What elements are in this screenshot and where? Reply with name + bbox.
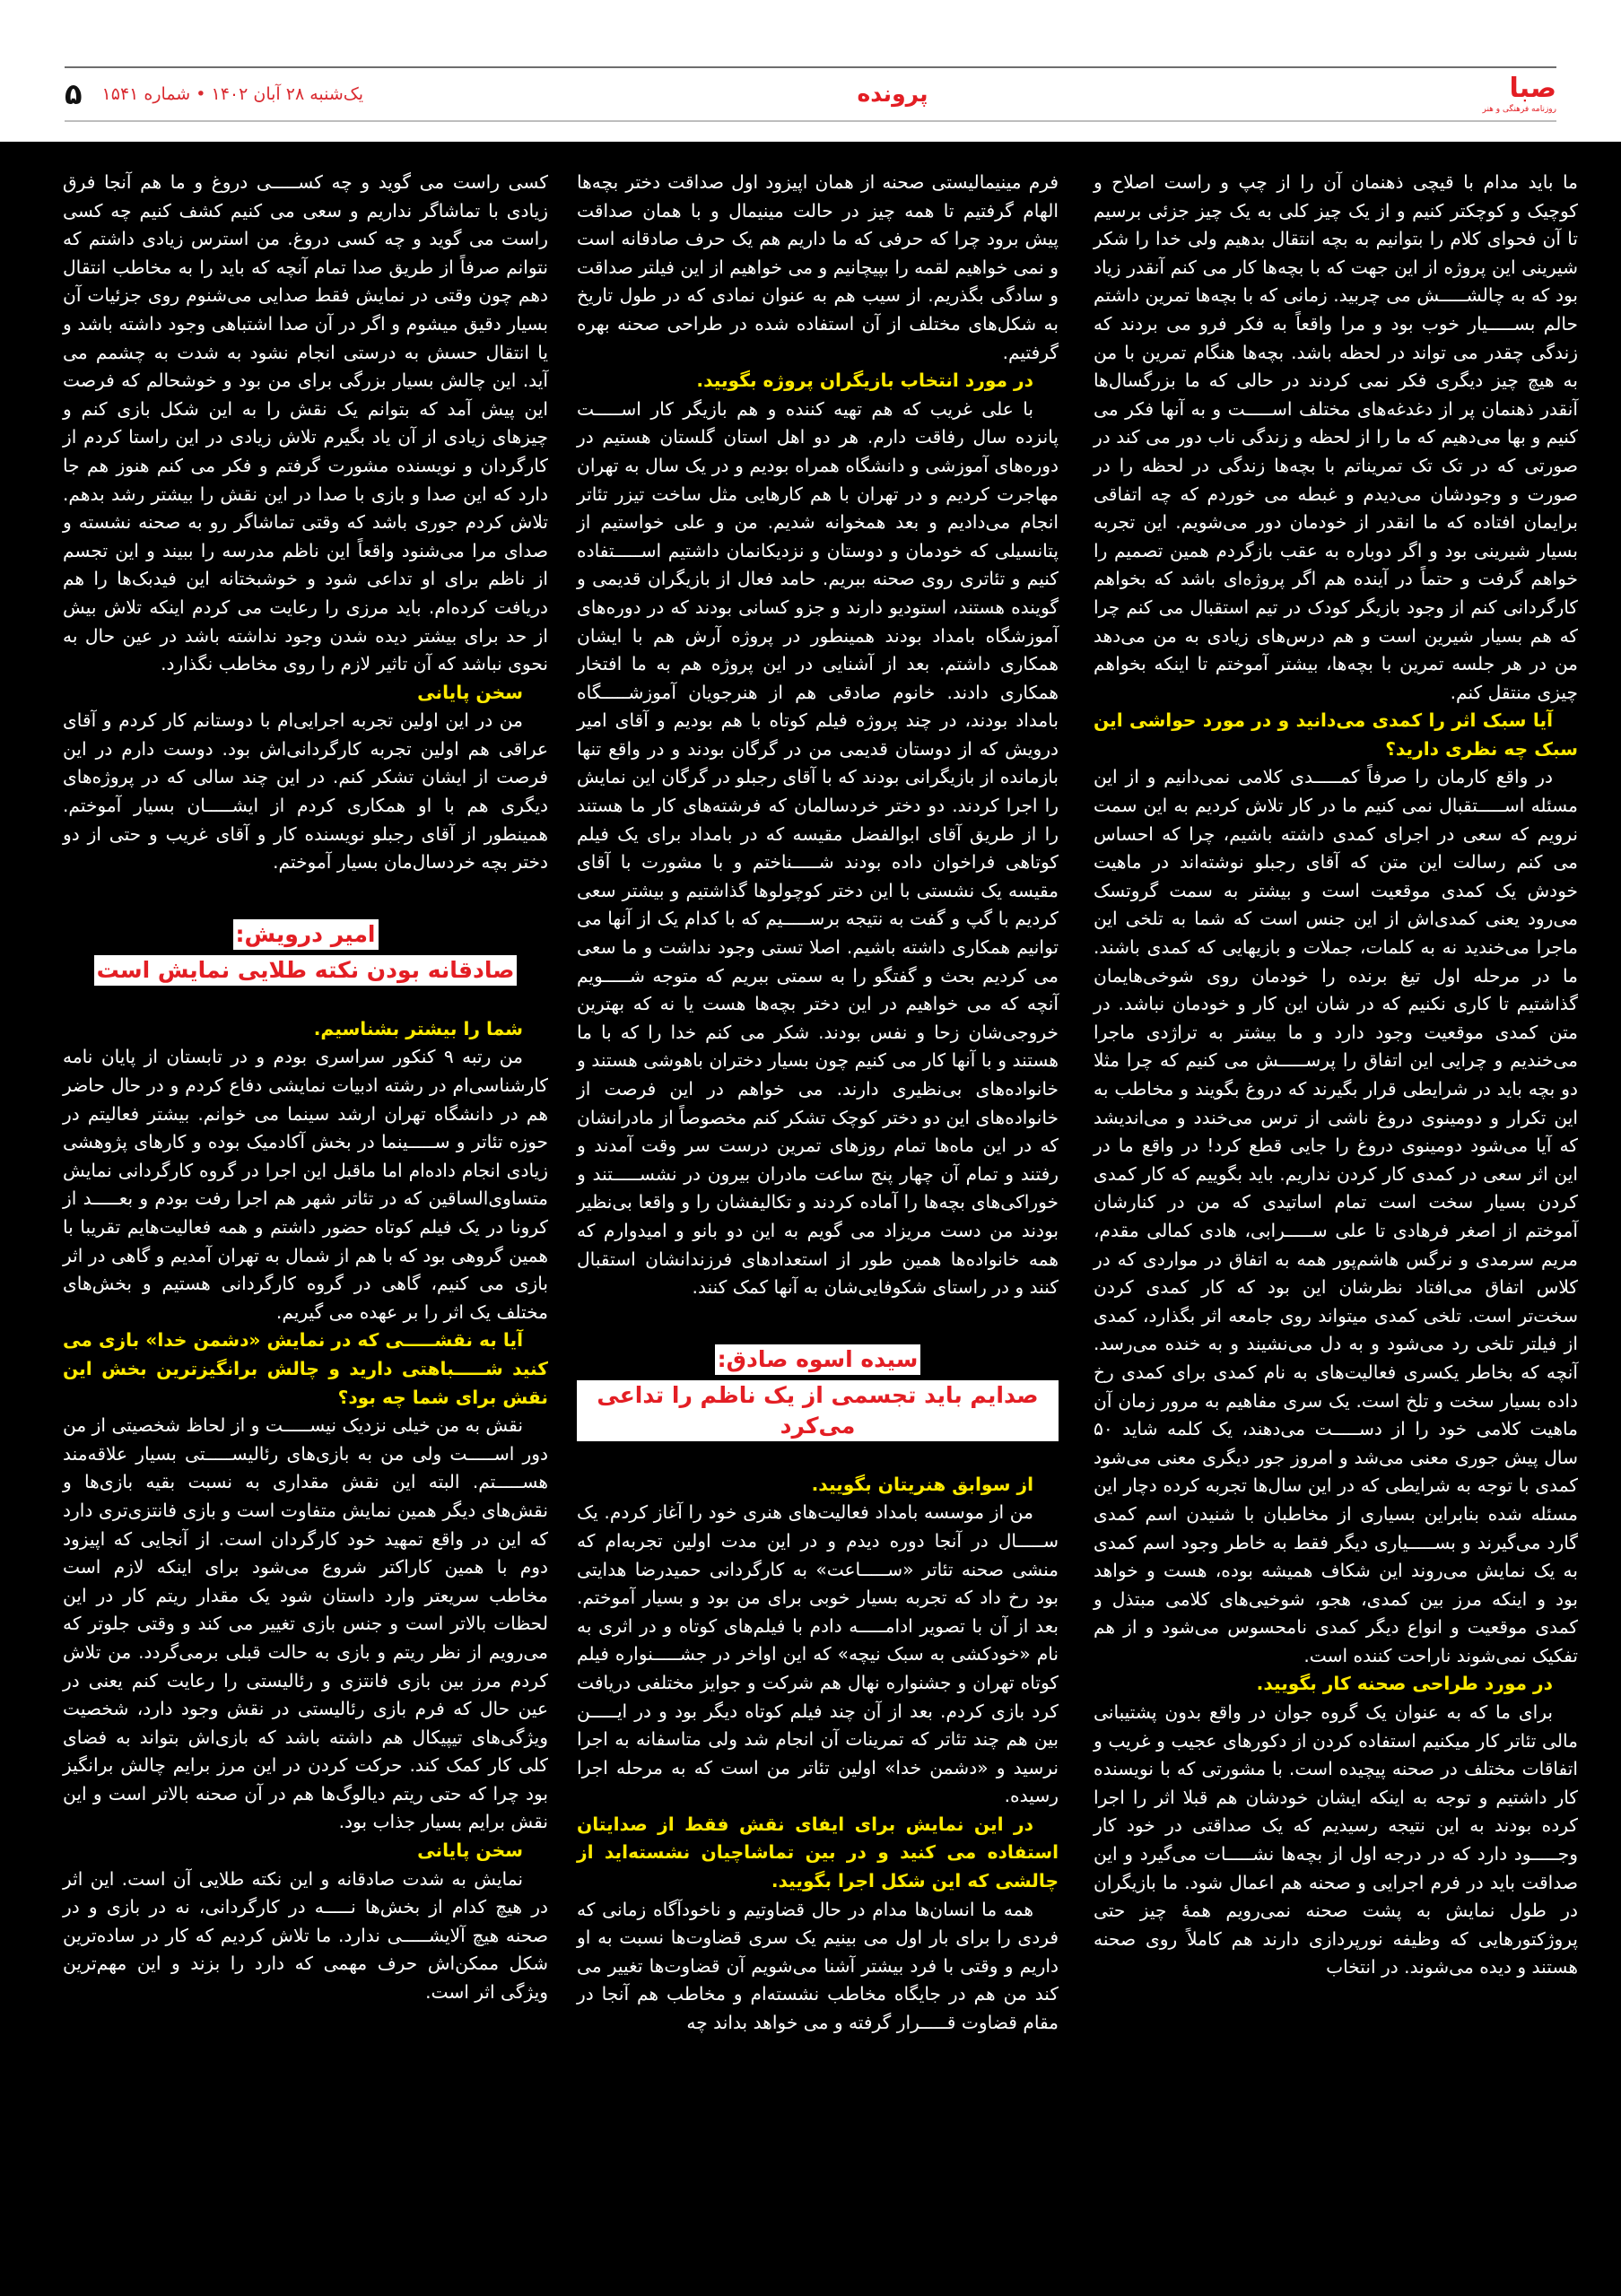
newspaper-logo xyxy=(1422,69,1556,119)
paragraph: من از موسسه بامداد فعالیت‌های هنری خود را آغاز کردم. یک ســـــال در آنجا دوره دیدم و در این مدت اولین تجربه‌ام که منشی صحنه تئاتر «ســـــاعت» به کارگردانی حمیدرضا هدایتی بود رخ داد که تجربه بسیار خوبی برای من بود و بسیار آموختم. بعد از آن با تصویر ادامـــــه دادم با فیلم‌های کوتاه و در اثری به نام «خودکشی به سبک نیچه» که این اواخر در جشـــــنواره فیلم کوتاه تهران و جشنواره نهال هم شرکت و جوایز مختلفی دریافت کرد بازی کردم. بعد از آن چند فیلم کوتاه دیگر بود و در ایـــــن بین هم چند تئاتر که تمرینات آن انجام شد ولی متاسفانه به اجرا نرسید و «دشمن خدا» اولین تئاتر من است که به مرحله اجرا رسیده. xyxy=(577,1501,1059,1807)
header-row xyxy=(65,69,1556,119)
section-title: پرونده xyxy=(857,81,928,107)
column-middle xyxy=(577,169,1059,2038)
paragraph: برای ما که به عنوان یک گروه جوان در واقع بدون پشتیبانی مالی تئاتر کار میکنیم استفاده کردن از دکورهای عجیب و غریب و اتفاقات مختلف در صحنه پیچیده است. با مشورتی که با نویسنده کار داشتیم و توجه به اینکه ایشان خودشان هم قبلا اثر را اجرا کرده بودند به این نتیجه رسیدیم که یک صداقتی در خود کار وجـــــود دارد که در درجه اول از بچه‌ها نشـــــات می‌گیرد و این صداقت باید در فرم اجرایی و صحنه هم اعمال شود. ما بازیگران در طول نمایش به پشت صحنه نمی‌رویم همهٔ چیز حتی پروژکتورهایی که وظیفه نورپردازی دارند هم کاملاً روی صحنه هستند و دیده می‌شوند. در انتخاب xyxy=(1094,1701,1578,1979)
page-number: ۵ xyxy=(65,77,83,111)
interview-question: آیا سبک اثر را کمدی می‌دانید و در مورد حواشی این سبک چه نظری دارید؟ xyxy=(1094,709,1578,760)
paragraph: من رتبه ۹ کنکور سراسری بودم و در تابستان از پایان نامه کارشناسی‌ام در رشته ادبیات نمایشی دفاع کردم و در حال حاضر هم در دانشگاه تهران ارشد سینما می خوانم. بیشتر فعالیتم در حوزه تئاتر و ســـــینما در بخش آکادمیک بوده و کارهای پژوهشی زیادی انجام داده‌ام اما ماقبل این اجرا در گروه کارگردانی نمایش متساوی‌الساقین که در تئاتر شهر هم اجرا رفت بودم و بعـــــد از کرونا در یک فیلم کوتاه حضور داشتم و همه فعالیت‌هایم تقریبا با همین گروهی بود که با هم از شمال به تهران آمدیم و گاهی در اثر بازی می کنیم، گاهی در گروه کارگردانی هستیم و بخش‌های مختلف یک اثر را بر عهده می گیریم. xyxy=(63,1046,548,1323)
paragraph: ما باید مدام با قیچی ذهنمان آن را از چپ و راست اصلاح و کوچیک و کوچکتر کنیم و از یک چیز کلی به یک چیز جزئی برسیم تا آن فحوای کلام را بتوانیم به بچه انتقال بدهیم ولی خدا را شکر شیرینی این پروژه از این جهت که با بچه‌ها کار می کنم آنقدر زیاد بود که به چالشـــــش می چربید. زمانی که با بچه‌ها تمرین داشتم حالم بســـــیار خوب بود و مرا واقعاً به فکر فرو می بردند که زندگی چقدر می تواند در لحظه باشد. بچه‌ها هنگام تمرین با من به هیچ چیز دیگری فکر نمی کردند در حالی که ما بزرگسال‌ها آنقدر ذهنمان پر از دغدغه‌های مختلف اســـــت و به آنها فکر می کنیم و بها می‌دهیم که ما را از لحظه و زندگی ناب دور می کند در صورتی که در تک تک تمریناتم با بچه‌ها زندگی در لحظه را در صورت و وجودشان می‌دیدم و غبطه می خوردم که چه اتفاقی برایمان افتاده که ما انقدر از خودمان دور می‌شویم. این تجربه بسیار شیرینی بود و اگر دوباره به عقب بازگردم همین تصمیم را خواهم گرفت و حتماً در آینده هم اگر پروژه‌ای باشد که بخواهم کارگردانی کنم از وجود بازیگر کودک در تیم استقبال می کنم چرا که هم بسیار شیرین است و هم درس‌های زیادی به من می‌دهد من در هر جلسه تمرین با بچه‌ها، بیشتر آموختم تا اینکه بخواهم چیزی منتقل کنم. xyxy=(1094,171,1578,703)
interview-headline: صدایم باید تجسمی از یک ناظم را تداعی می‌کرد xyxy=(577,1380,1059,1441)
logo-wordmark: صبا xyxy=(1509,73,1556,104)
interview-question: در این نمایش برای ایفای نقش فقط از صدایتان استفاده می کنید و در بین تماشاچیان نشسته‌اید از چالشی که این شکل اجرا بگویید. xyxy=(577,1813,1059,1892)
interview-question: در مورد طراحی صحنه کار بگویید. xyxy=(1256,1673,1553,1695)
interview-question: شما را بیشتر بشناسیم. xyxy=(313,1017,523,1039)
interview-question: از سوابق هنریتان بگویید. xyxy=(811,1473,1033,1495)
interview-question: آیا به نقشـــــی که در نمایش «دشمن خدا» بازی می کنید شـــــباهتی دارید و چالش برانگیزترین بخش این نقش برای شما چه بود؟ xyxy=(63,1329,548,1408)
interview-question: در مورد انتخاب بازیگران پروژه بگویید. xyxy=(696,370,1033,392)
paragraph: در واقع کارمان را صرفاً کمـــــدی کلامی نمی‌دانیم و از این مسئله اســـــتقبال نمی کنیم ما در کار تلاش کردیم به این سمت نرویم که سعی در اجرای کمدی داشته باشیم، چرا که احساس می کنم رسالت این متن که آقای رجبلو نوشته‌اند در ماهیت خودش یک کمدی موقعیت است و بیشتر به سمت گروتسک می‌رود یعنی کمدی‌اش از این جنس است که شما به تلخی این ماجرا می‌خندید نه به کلمات، جملات و بازیهایی که کمدی باشند. ما در مرحله اول تیغ برنده را خودمان روی شوخی‌هایمان گذاشتیم تا کاری نکنیم که در شان این کار و خودمان نباشد. در متن کمدی موقعیت وجود دارد و ما بیشتر به تراژدی ماجرا می‌خندیم و چرایی این اتفاق را پرســـــش می کنیم که چرا مثلا دو بچه باید در شرایطی قرار بگیرند که دروغ بگویند و مخاطب به این تکرار و دومینوی دروغ ناشی از ترس می‌خندد و می‌اندیشد که آیا می‌شود دومینوی دروغ را جایی قطع کرد! در واقع ما در این اثر سعی در کمدی کار کردن نداریم. باید بگوییم که کار کمدی کردن بسیار سخت است تمام اساتیدی که من در کنارشان آموختم از اصغر فرهادی تا علی ســـــرابی، هادی کمالی مقدم، مریم سرمدی و نرگس هاشم‌پور همه به اتفاق در مواردی که در کلاس اتفاق می‌افتاد نظرشان این بود که کار کمدی کردن سخت‌تر است. تلخی کمدی میتواند روی جامعه اثر بگذارد، کمدی از فیلتر تلخی رد می‌شود و به دل می‌نشیند و به خنده می‌رسد. آنچه که بخاطر یکسری فعالیت‌های به نام کمدی برای کمدی رخ داده بسیار سخت و تلخ است. یک سری مفاهیم به مرور زمان آن ماهیت کلامی خود را از دســـــت می‌دهند، یک کلمه شاید ۵۰ سال پیش جوری معنی می‌شد و امروز جور دیگری معنی می‌شود کمدی با توجه به شرایطی که در این سال‌ها تجربه کرده دچار این مسئله شده بنابراین بسیاری از مخاطبان با شنیدن اسم کمدی گارد می‌گیرند و بســـــیاری دیگر فقط به خاطر وجود اسم کمدی به یک نمایش می‌روند این شکاف همیشه بوده، هست و خواهد بود و اینکه مرز بین کمدی، هجو، شوخیی‌های کلامی مبتذل و کمدی موقعیت و انواع دیگر کمدی نامحسوس می‌شود و از هم تفکیک نمی‌شوند ناراحت کننده است. xyxy=(1094,766,1578,1666)
issue-info xyxy=(65,78,363,110)
paragraph: نمایش به شدت صادقانه و این نکته طلایی آن است. این اثر در هیچ کدام از بخش‌ها نـــــه در کارگردانی، نه در بازی و در صحنه هیچ آلایشـــــی ندارد. ما تلاش کردیم که کار در ساده‌ترین شکل ممکن‌اش حرف مهمی که دارد را بزند و این مهم‌ترین ویژگی اثر است. xyxy=(63,1867,548,2004)
paragraph: نقش به من خیلی نزدیک نیســـــت و از لحاظ شخصیتی از من دور اســـــت ولی من به بازی‌های رئالیســـــتی بسیار علاقه‌مند هســـــتم. البته این نقش مقداری به نسبت بقیه بازی‌ها و نقش‌های دیگر همین نمایش متفاوت است و بازی فانتزی‌تری دارد که این در واقع تمهید خود کارگردان است. از آنجایی که اپیزود دوم با همین کاراکتر شروع می‌شود برای اینکه لازم است مخاطب سریعتر وارد داستان شود یک مقدار ریتم کار در این لحظات بالاتر است و جنس بازی تغییر می کند و وقتی جلوتر که می‌رویم از نظر ریتم و بازی به حالت قبلی برمی‌گردد. من تلاش کردم مرز بین بازی فانتزی و رئالیستی را رعایت کنم یعنی در عین حال که فرم بازی رئالیستی در نقش وجود دارد، شخصیت ویژگی‌های تیپیکال هم داشته باشد که بازی‌اش بتواند به فضای کلی کار کمک کند. حرکت کردن در این مرز برایم چالش برانگیز بود چرا که حتی ریتم دیالوگ‌ها هم در آن صحنه بالاتر است و این نقش برایم بسیار جذاب بود. xyxy=(63,1414,548,1833)
paragraph: همه ما انسان‌ها مدام در حال قضاوتیم و ناخودآگاه زمانی که فردی را برای بار اول می بینیم یک سری قضاوت‌ها نسبت به او داریم و وقتی با فرد بیشتر آشنا می‌شویم آن قضاوت‌ها تغییر می کند من هم در جایگاه مخاطب نشسته‌ام و مخاطب هم آنجا در مقام قضاوت قـــــرار گرفته و می خواهد بداند چه xyxy=(577,1898,1059,2034)
column-left xyxy=(63,169,548,2007)
interview-question: سخن پایانی xyxy=(417,1839,523,1862)
interviewee-name: امیر درویش: xyxy=(233,919,379,950)
page-header xyxy=(0,0,1621,142)
interview-title-sadegh xyxy=(577,1342,1059,1444)
logo-tagline: روزنامه فرهنگی و هنر xyxy=(1482,105,1556,114)
header-rule-bottom xyxy=(65,120,1556,122)
interview-headline: صادقانه بودن نکته طلایی نمایش است xyxy=(94,955,518,986)
paragraph: با علی غریب که هم تهیه کننده و هم بازیگر کار اســـــت پانزده سال رفاقت دارم. هر دو اهل استان گلستان هستیم در دوره‌های آموزشی و دانشگاه همراه بودیم و در یک سال به تهران مهاجرت کردیم و در تهران با هم کارهایی مثل ساخت تیزر تئاتر انجام می‌دادیم و بعد همخوانه شدیم. من و علی خواستیم از پتانسیلی که خودمان و دوستان و نزدیکانمان داشتیم اســـــتفاده کنیم و تئاتری روی صحنه ببریم. حامد فعال از بازیگران قدیمی و گوینده هستند، استودیو دارند و جزو کسانی بودند که در دوره‌های آموزشگاه بامداد بودند همینطور در پروژه آرش هم با ایشان همکاری داشتم. بعد از آشنایی در این پروژه هم به ما افتخار همکاری دادند. خانوم صادقی هم از هنرجویان آموزشـــــگاه بامداد بودند، در چند پروژه فیلم کوتاه با هم بودیم و آقای امیر درویش که از دوستان قدیمی من در گرگان بودند و در واقع تنها بازمانده از بازیگرانی بودند که با آقای رجبلو در گرگان این نمایش را اجرا کردند. دو دختر خردسالمان که فرشته‌های کار ما هستند را از طریق آقای ابوالفضل مقیسه که در بامداد برای یک فیلم کوتاهی فراخوان داده بودند شـــــناختم و با مشورت با آقای مقیسه یک نشستی با این دختر کوچولوها گذاشتیم و بیشتر سعی کردیم با گپ و گفت به نتیجه برســـــیم که با کدام یک از آنها می توانیم همکاری داشته باشیم. اصلا تستی وجود نداشت و ما سعی می کردیم بحث و گفتگو را به سمتی ببریم که متوجه شـــــویم آنچه که می خواهیم در این دختر بچه‌ها هست یا نه که بهترین خروجی‌شان زحا و نفس بودند. شکر می کنم خدا را که با ما هستند و با آنها کار می کنیم چون بسیار دختران باهوشی هستند و خانواده‌های بی‌نظیری دارند. می خواهم در این فرصت از خانواده‌های این دو دختر کوچک تشکر کنم مخصوصاً از مادرانشان که در این ماه‌ها تمام روزهای تمرین درست سر وقت آمدند و رفتند و تمام آن چهار پنج ساعت مادران بیرون در نشســـــتند و خوراکی‌های بچه‌ها را آماده کردند و تکالیفشان را و واقعا بی‌نظیر بودند من دست مریزاد می گویم به این دو بانو و امیدوارم که همه خانواده‌ها همین طور از استعدادهای فرزندانشان استقبال کنند و در راستای شکوفایی‌شان به آنها کمک کنند. xyxy=(577,397,1059,1299)
paragraph: من در این اولین تجربه اجرایی‌ام با دوستانم کار کردم و آقای عراقی هم اولین تجربه کارگردانی‌اش بود. دوست دارم در این فرصت از ایشان تشکر کنم. در این چند سالی که در پروژه‌های دیگری هم با او همکاری کردم از ایشـــــان بسیار آموختم. همینطور از آقای رجبلو نویسنده کار و آقای غریب و حتی از دو دختر بچه خردسال‌مان بسیار آموختم. xyxy=(63,709,548,874)
header-rule-top xyxy=(65,66,1556,68)
issue-date-line: یک‌شنبه ۲۸ آبان ۱۴۰۲ • شماره ۱۵۴۱ xyxy=(101,84,364,104)
interview-question: سخن پایانی xyxy=(417,681,523,703)
paragraph: کسی راست می گوید و چه کســـــی دروغ و ما هم آنجا فرق زیادی با تماشاگر نداریم و سعی می کنیم کشف کنیم چه کسی راست می گوید و چه کسی دروغ. من استرس زیادی داشتم که نتوانم صرفاً از طریق صدا تمام آنچه که باید را به مخاطب انتقال دهم چون وقتی در نمایش فقط صدایی می‌شنوم روی جزئیات آن بسیار دقیق میشوم و اگر در آن صدا اشتباهی وجود داشته باشد و یا انتقال حسش به درستی انجام نشود به شدت به چشمم می آید. این چالش بسیار بزرگی برای من بود و خوشحالم که فرصت این پیش آمد که بتوانم یک نقش را به این شکل بازی کنم و چیزهای زیادی از آن یاد بگیرم تلاش زیادی در این راستا کردم از کارگردان و نویسنده مشورت گرفتم و فکر می کنم هنوز هم جا دارد که این صدا و بازی با صدا در این نقش را بیشتر رشد بدهم. تلاش کردم جوری باشد که وقتی تماشاگر رو به صحنه نشسته و صدای مرا می‌شنود واقعاً این ناظم مدرسه را ببیند و این تجسم از ناظم برای او تداعی شود و خوشبختانه این فیدبک‌ها را هم دریافت کرده‌ام. باید مرزی را رعایت می کردم اینکه تلاش بیش از حد برای بیشتر دیده شدن وجود نداشته باشد در عین حال به نحوی نباشد که آن تاثیر لازم را روی مخاطب نگذارد. xyxy=(63,171,548,675)
interview-title-darvish xyxy=(63,917,548,988)
paragraph: فرم مینیمالیستی صحنه از همان اپیزود اول صداقت دختر بچه‌ها الهام گرفتیم تا همه چیز در حالت مینیمال و با همان صداقت پیش برود چرا که حرفی که ما داریم هم یک حرف صادقانه است و نمی خواهیم لقمه را بپیچانیم و می خواهیم از این فیلتر صداقت و سادگی بگذریم. از سیب هم به عنوان نمادی که در طول تاریخ به شکل‌های مختلف از آن استفاده شده در طراحی صحنه بهره گرفتیم. xyxy=(577,171,1059,363)
interviewee-name: سیده اسوه صادق: xyxy=(715,1344,921,1375)
column-right xyxy=(1094,169,1578,1982)
